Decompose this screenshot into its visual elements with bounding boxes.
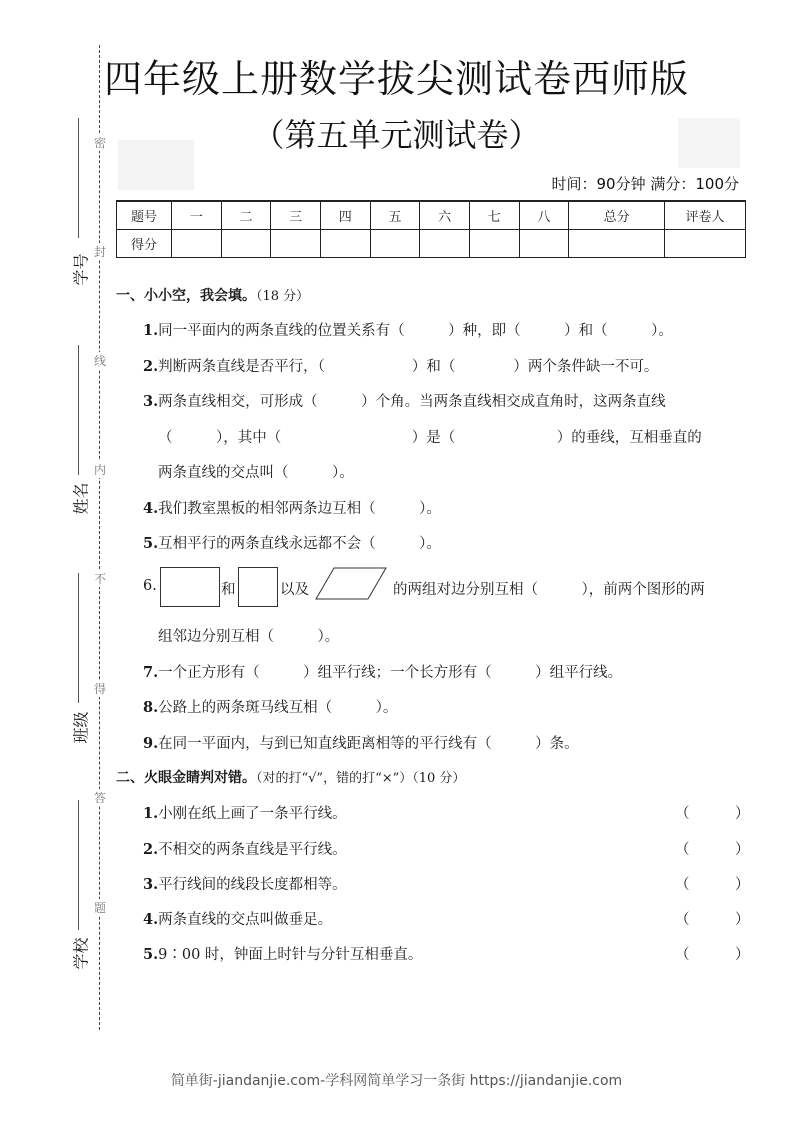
page-subtitle: （第五单元测试卷） (252, 116, 541, 154)
score-table-header-row (117, 201, 746, 230)
school-label: 学校 (71, 937, 91, 970)
binding-dashed-line (99, 45, 100, 1030)
question-text: 两条直线相交，可形成（ ）个角。当两条直线相交成直角时，这两条直线 (158, 394, 666, 410)
student-id-label: 学号 (71, 253, 91, 286)
table-cell: 题号 (117, 201, 172, 230)
question-text: 两条直线的交点叫做垂足。 (158, 912, 333, 928)
question-continuation: 两条直线的交点叫（ ）。 (158, 465, 354, 481)
question-text: 平行线间的线段长度都相等。 (158, 877, 347, 893)
question-text: 和 (221, 582, 236, 598)
judge-item (143, 908, 332, 929)
table-cell: 三 (271, 201, 321, 230)
question-item (143, 732, 579, 753)
table-cell: 评卷人 (665, 201, 746, 230)
question-item (143, 319, 673, 340)
table-cell: 八 (519, 201, 569, 230)
score-input-cell[interactable] (271, 230, 321, 258)
seal-char: 密 (93, 136, 106, 150)
table-cell: 总分 (569, 201, 665, 230)
answer-paren-close: ） (735, 877, 750, 893)
section-title: 二、火眼金睛判对错。 (116, 770, 256, 786)
seal-char: 内 (93, 463, 106, 477)
judge-item (143, 838, 347, 859)
score-table-score-row (117, 230, 746, 258)
parallelogram-shape (314, 567, 388, 601)
question-text: 在同一平面内，与到已知直线距离相等的平行线有（ ）条。 (158, 736, 579, 752)
question-text: 的两组对边分别互相（ ），前两个图形的两 (393, 582, 705, 598)
judge-item (143, 943, 422, 964)
class-line[interactable] (78, 573, 79, 703)
answer-paren-close: ） (735, 842, 750, 858)
score-input-cell[interactable] (172, 230, 222, 258)
question-text: 一个正方形有（ ）组平行线；一个长方形有（ ）组平行线。 (158, 665, 623, 681)
seal-char: 得 (93, 682, 106, 696)
score-input-cell[interactable] (519, 230, 569, 258)
question-number: 2. (143, 358, 159, 375)
table-cell: 一 (172, 201, 222, 230)
answer-paren-open[interactable]: （ (675, 842, 690, 858)
question-text: 同一平面内的两条直线的位置关系有（ ）种，即（ ）和（ ）。 (158, 323, 673, 339)
question-text: 公路上的两条斑马线互相（ ）。 (158, 700, 398, 716)
square-shape (238, 567, 278, 607)
question-item (143, 696, 397, 717)
footer-watermark: 简单街-jiandanjie.com-学科网简单学习一条街 https://jiandanjie.com (170, 1073, 623, 1089)
question-number: 1. (143, 805, 159, 822)
score-input-cell[interactable] (569, 230, 665, 258)
score-table (116, 200, 746, 258)
question-continuation: 组邻边分别互相（ ）。 (158, 629, 340, 645)
section-points: （18 分） (256, 289, 310, 304)
question-text: 互相平行的两条直线永远都不会（ ）。 (158, 536, 441, 552)
answer-paren-open[interactable]: （ (675, 806, 690, 822)
question-number: 4. (143, 500, 159, 517)
question-number: 2. (143, 841, 159, 858)
answer-paren-close: ） (735, 806, 750, 822)
answer-paren-open[interactable]: （ (675, 947, 690, 963)
score-input-cell[interactable] (420, 230, 470, 258)
score-input-cell[interactable] (370, 230, 420, 258)
question-text: 以及 (280, 582, 309, 598)
table-cell: 二 (221, 201, 271, 230)
table-cell: 七 (469, 201, 519, 230)
question-number: 5. (143, 946, 159, 963)
question-item (143, 497, 441, 518)
answer-paren-open[interactable]: （ (675, 912, 690, 928)
question-text: 9∶00 时，钟面上时针与分针互相垂直。 (158, 947, 423, 963)
question-number: 7. (143, 664, 159, 681)
question-item (143, 355, 658, 376)
question-number: 3. (143, 393, 159, 410)
table-cell: 五 (370, 201, 420, 230)
question-continuation: （ ），其中（ ）是（ ）的垂线，互相垂直的 (158, 430, 702, 446)
class-label: 班级 (71, 711, 91, 744)
score-input-cell[interactable] (665, 230, 746, 258)
page-title: 四年级上册数学拔尖测试卷西师版 (103, 57, 689, 101)
seal-char: 答 (93, 791, 106, 805)
question-text: 小刚在纸上画了一条平行线。 (158, 806, 347, 822)
seal-char: 线 (93, 354, 106, 368)
question-number: 8. (143, 699, 159, 716)
question-number: 4. (143, 911, 159, 928)
question-item (143, 661, 622, 682)
school-line[interactable] (78, 800, 79, 930)
section-title: 一、小小空，我会填。 (116, 288, 256, 304)
score-input-cell[interactable] (469, 230, 519, 258)
name-line[interactable] (78, 345, 79, 475)
question-item (143, 532, 441, 553)
table-cell: 四 (320, 201, 370, 230)
score-input-cell[interactable] (320, 230, 370, 258)
score-input-cell[interactable] (221, 230, 271, 258)
name-label: 姓名 (71, 482, 91, 515)
section-heading (116, 767, 465, 787)
answer-paren-close: ） (735, 947, 750, 963)
exam-meta: 时间：90分钟 满分：100分 (551, 175, 739, 193)
seal-char: 不 (93, 572, 106, 586)
judge-item (143, 873, 347, 894)
table-cell: 六 (420, 201, 470, 230)
answer-paren-open[interactable]: （ (675, 877, 690, 893)
question-number: 1. (143, 322, 159, 339)
seal-char: 题 (93, 901, 106, 915)
question-text: 不相交的两条直线是平行线。 (158, 842, 347, 858)
rectangle-shape (160, 567, 220, 607)
seal-char: 封 (93, 245, 106, 259)
table-cell: 得分 (117, 230, 172, 258)
question-number: 6. (143, 578, 157, 594)
question-text: 判断两条直线是否平行，（ ）和（ ）两个条件缺一不可。 (158, 359, 659, 375)
question-number: 5. (143, 535, 159, 552)
judge-item (143, 802, 347, 823)
answer-paren-close: ） (735, 912, 750, 928)
section-heading (116, 285, 309, 305)
section-note: （对的打“√”，错的打“×”）（10 分） (256, 771, 466, 786)
question-text: 我们教室黑板的相邻两条边互相（ ）。 (158, 501, 441, 517)
question-item (143, 390, 666, 411)
question-number: 3. (143, 876, 159, 893)
question-number: 9. (143, 735, 159, 752)
